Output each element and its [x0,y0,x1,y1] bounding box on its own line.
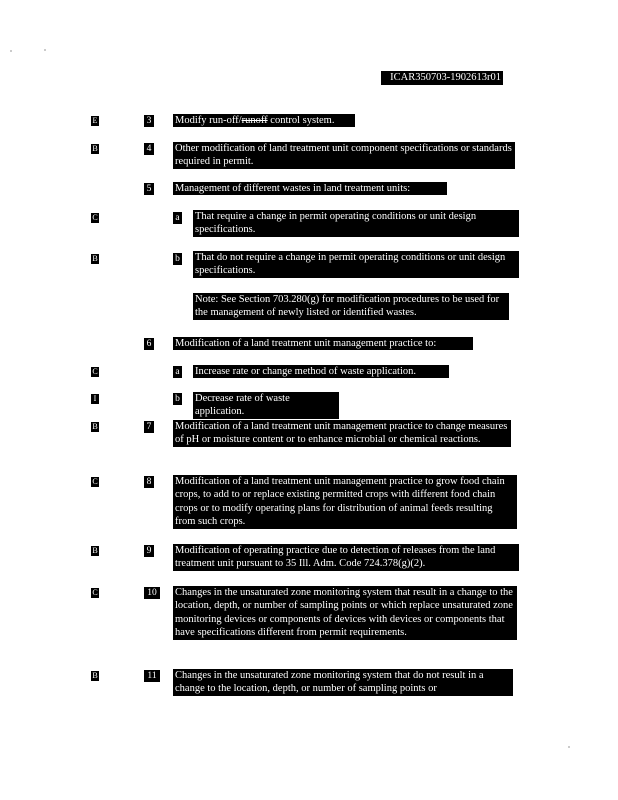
item-number: 11 [144,670,160,682]
item-text: Modification of operating practice due to detection of releases from the land treatment unit pursuant to 35 Ill. Adm. Code 724.378(g)(2). [173,544,519,571]
item-code: C [92,588,98,597]
item-text: Modification of a land treatment unit management practice to grow food chain crops, to add to or replace existing permitted crops with different food chain crops or to modify operating plans for distribution of animal feeds resulting from such crops. [173,475,517,529]
item-text: Modification of a land treatment unit management practice to change measures of pH or moisture content or to enhance microbial or chemical reactions. [173,420,511,447]
item-text: Modification of a land treatment unit management practice to: [173,337,473,350]
item-text: That require a change in permit operating conditions or unit design specifications. [193,210,519,237]
item-code: C [92,213,98,222]
item-number: 7 [144,421,154,433]
scan-speck [44,49,46,51]
item-number: b [173,393,182,405]
item-number: 9 [144,545,154,557]
item-code: E [92,116,98,125]
item-text: Changes in the unsaturated zone monitoring system that do not result in a change to the location, depth, or number of sampling points or [173,669,513,696]
item-text: Other modification of land treatment unit component specifications or standards required in permit. [173,142,515,169]
item-code: B [92,422,98,431]
item-text: Changes in the unsaturated zone monitoring system that result in a change to the location, depth, or number of sampling points or which replace unsaturated zone monitoring devices or components of devices with devices or components that have specifications different from permit requirements. [173,586,517,640]
item-text [173,114,355,127]
item-number: a [173,212,182,224]
item-text-struck: runoff [241,115,268,126]
note-text: Note: See Section 703.280(g) for modification procedures to be used for the management of newly listed or identified wastes. [193,293,509,320]
document-id: ICAR350703-1902613r01 [381,71,503,85]
item-code: B [92,254,98,263]
item-number: 8 [144,476,154,488]
item-text: Decrease rate of waste application. [193,392,339,419]
item-number: a [173,366,182,378]
item-code: B [92,671,98,680]
item-code: B [92,144,98,153]
scan-speck [568,746,570,748]
item-number: 3 [144,115,154,127]
item-text: That do not require a change in permit operating conditions or unit design specifications. [193,251,519,278]
item-code: C [92,477,98,486]
item-number: 5 [144,183,154,195]
item-code: C [92,367,98,376]
item-text: Increase rate or change method of waste application. [193,365,449,378]
item-code: I [91,394,99,404]
item-number: b [173,253,182,265]
item-number: 4 [144,143,154,155]
item-code: B [92,546,98,555]
scan-speck [10,50,12,52]
item-text-part: control system. [267,115,335,126]
item-number: 10 [144,587,160,599]
item-text: Management of different wastes in land treatment units: [173,182,447,195]
item-number: 6 [144,338,154,350]
item-text-part: Modify run-off/ [175,115,242,126]
